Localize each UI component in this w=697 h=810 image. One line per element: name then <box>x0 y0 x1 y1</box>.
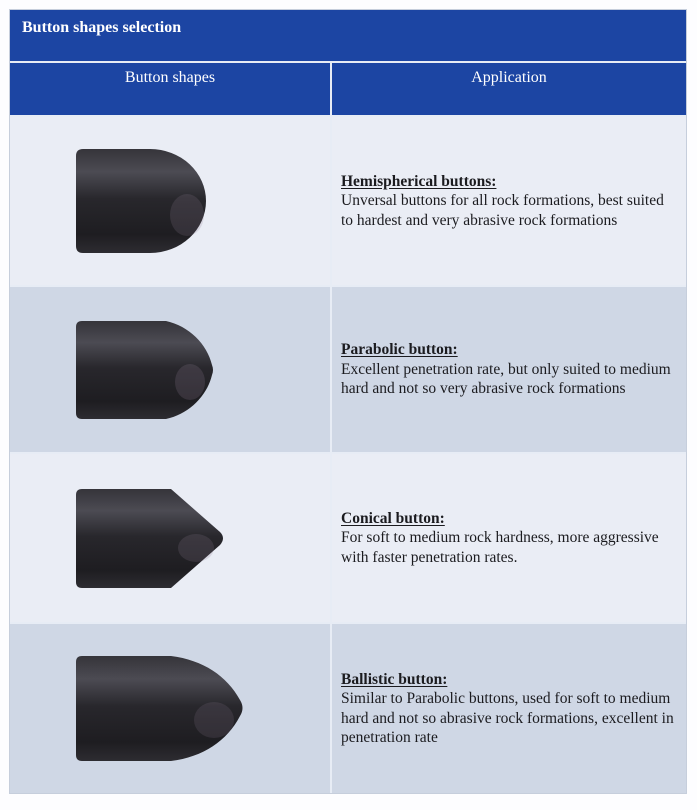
conical-button-image <box>74 488 228 589</box>
row-description: For soft to medium rock hardness, more aggressive with faster penetration rates. <box>341 529 659 566</box>
application-cell-ballistic <box>332 624 686 793</box>
ballistic-button-image <box>74 655 250 762</box>
row-heading: Parabolic button: <box>341 341 458 359</box>
table-grid <box>10 63 686 793</box>
row-heading: Ballistic button: <box>341 670 448 688</box>
row-description: Excellent penetration rate, but only suited to medium hard and not so very abrasive rock formations <box>341 360 671 398</box>
application-cell-conical <box>332 454 686 622</box>
row-heading: Hemispherical buttons: <box>341 172 497 190</box>
shape-cell-ballistic <box>10 624 330 793</box>
row-description: Unversal buttons for all rock formations, best suited to hardest and very abrasive rock formations <box>341 192 664 229</box>
row-heading: Conical button: <box>341 509 445 527</box>
column-header-application <box>332 63 686 115</box>
column-header-button-shapes <box>10 63 330 115</box>
column-header-label: Application <box>471 69 547 86</box>
shape-cell-hemispherical <box>10 117 330 285</box>
column-header-label: Button shapes <box>124 69 216 86</box>
button-shapes-table <box>9 9 687 794</box>
shape-cell-conical <box>10 454 330 622</box>
application-cell-parabolic <box>332 287 686 452</box>
shape-cell-parabolic <box>10 287 330 452</box>
application-cell-hemispherical <box>332 117 686 285</box>
table-title-bar <box>10 10 686 61</box>
table-title: Button shapes selection <box>22 19 182 36</box>
parabolic-button-image <box>74 320 220 420</box>
hemispherical-button-image <box>74 148 216 254</box>
row-description: Similar to Parabolic buttons, used for soft to medium hard and not so abrasive rock formations, excellent in penetration rate <box>341 690 674 746</box>
